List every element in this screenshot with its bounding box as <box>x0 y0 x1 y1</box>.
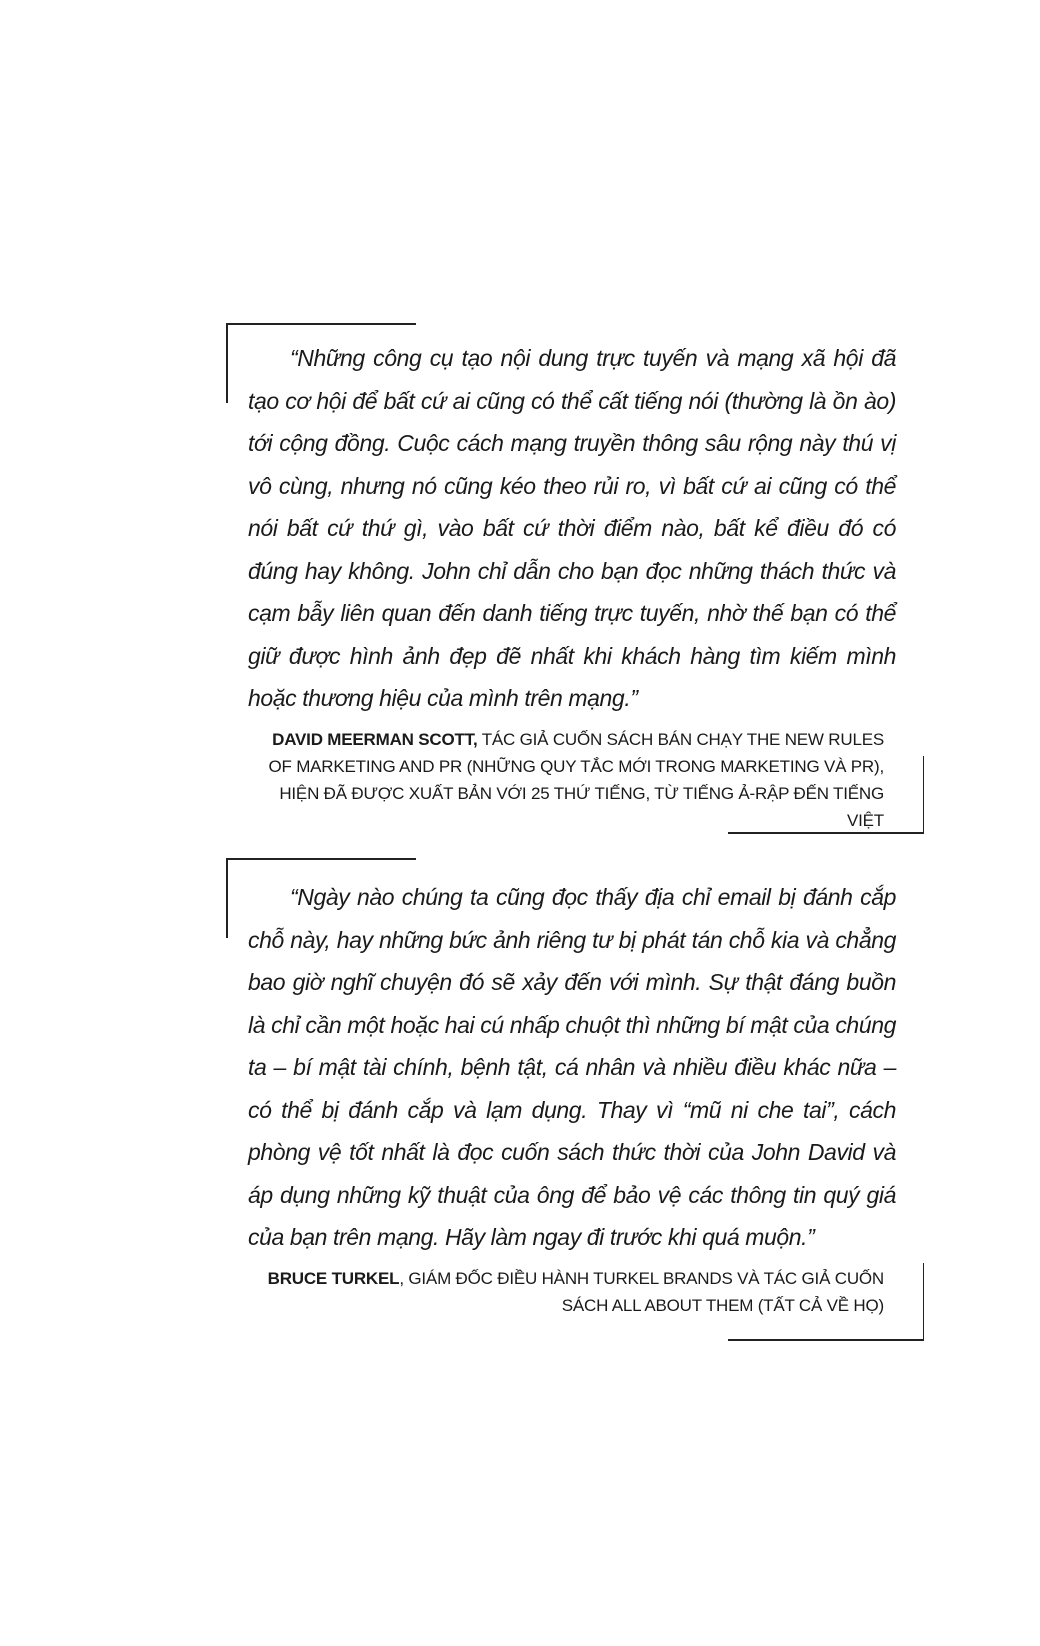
bracket-bottom-right-vertical <box>923 756 925 834</box>
testimonial-quote: “Ngày nào chúng ta cũng đọc thấy địa chỉ email bị đánh cắp chỗ này, hay những bức ảnh riêng tư bị phát tán chỗ kia và chẳng bao giờ nghĩ chuyện đó sẽ xảy đến với mình. Sự thật đáng buồn là chỉ cần một hoặc hai cú nhấp chuột thì những bí mật của chúng ta – bí mật tài chính, bệnh tật, cá nhân và nhiều điều khác nữa – có thể bị đánh cắp và lạm dụng. Thay vì “mũ ni che tai”, cách phòng vệ tốt nhất là đọc cuốn sách thức thời của John David và áp dụng những kỹ thuật của ông để bảo vệ các thông tin quý giá của bạn trên mạng. Hãy làm ngay đi trước khi quá muộn.” <box>248 884 896 1250</box>
bracket-bottom-right-horizontal <box>728 832 924 834</box>
bracket-top-left-vertical <box>226 323 228 403</box>
author-name: BRUCE TURKEL <box>267 1268 400 1288</box>
bracket-bottom-right-vertical <box>923 1263 925 1341</box>
testimonial-block <box>228 858 896 1341</box>
bracket-bottom-right-horizontal <box>728 1339 924 1341</box>
author-description: , GIÁM ĐỐC ĐIỀU HÀNH TURKEL BRANDS VÀ TÁC GIẢ CUỐN SÁCH ALL ABOUT THEM (TẤT CẢ VỀ HỌ) <box>399 1268 884 1315</box>
testimonial-quote: “Những công cụ tạo nội dung trực tuyến và mạng xã hội đã tạo cơ hội để bất cứ ai cũng có thể cất tiếng nói (thường là ồn ào) tới cộng đồng. Cuộc cách mạng truyền thông sâu rộng này thú vị vô cùng, nhưng nó cũng kéo theo rủi ro, vì bất cứ ai cũng có thể nói bất cứ thứ gì, vào bất cứ thời điểm nào, bất kể điều đó có đúng hay không. John chỉ dẫn cho bạn đọc những thách thức và cạm bẫy liên quan đến danh tiếng trực tuyến, nhờ thế bạn có thể giữ được hình ảnh đẹp đẽ nhất khi khách hàng tìm kiếm mình hoặc thương hiệu của mình trên mạng.” <box>248 345 896 711</box>
bracket-top-left-horizontal <box>226 858 416 860</box>
author-name: DAVID MEERMAN SCOTT, <box>272 729 478 749</box>
testimonial-attribution <box>228 1265 896 1341</box>
testimonial-block <box>228 323 896 834</box>
testimonial-attribution <box>228 726 896 834</box>
author-description: TÁC GIẢ CUỐN SÁCH BÁN CHẠY THE NEW RULES OF MARKETING AND PR (NHỮNG QUY TẮC MỚI TRONG MARKETING VÀ PR), HIỆN ĐÃ ĐƯỢC XUẤT BẢN VỚI 25 THỨ TIẾNG, TỪ TIẾNG Ả-RẬP ĐẾN TIẾNG VIỆT <box>268 729 884 830</box>
bracket-top-left-vertical <box>226 858 228 938</box>
bracket-top-left-horizontal <box>226 323 416 325</box>
